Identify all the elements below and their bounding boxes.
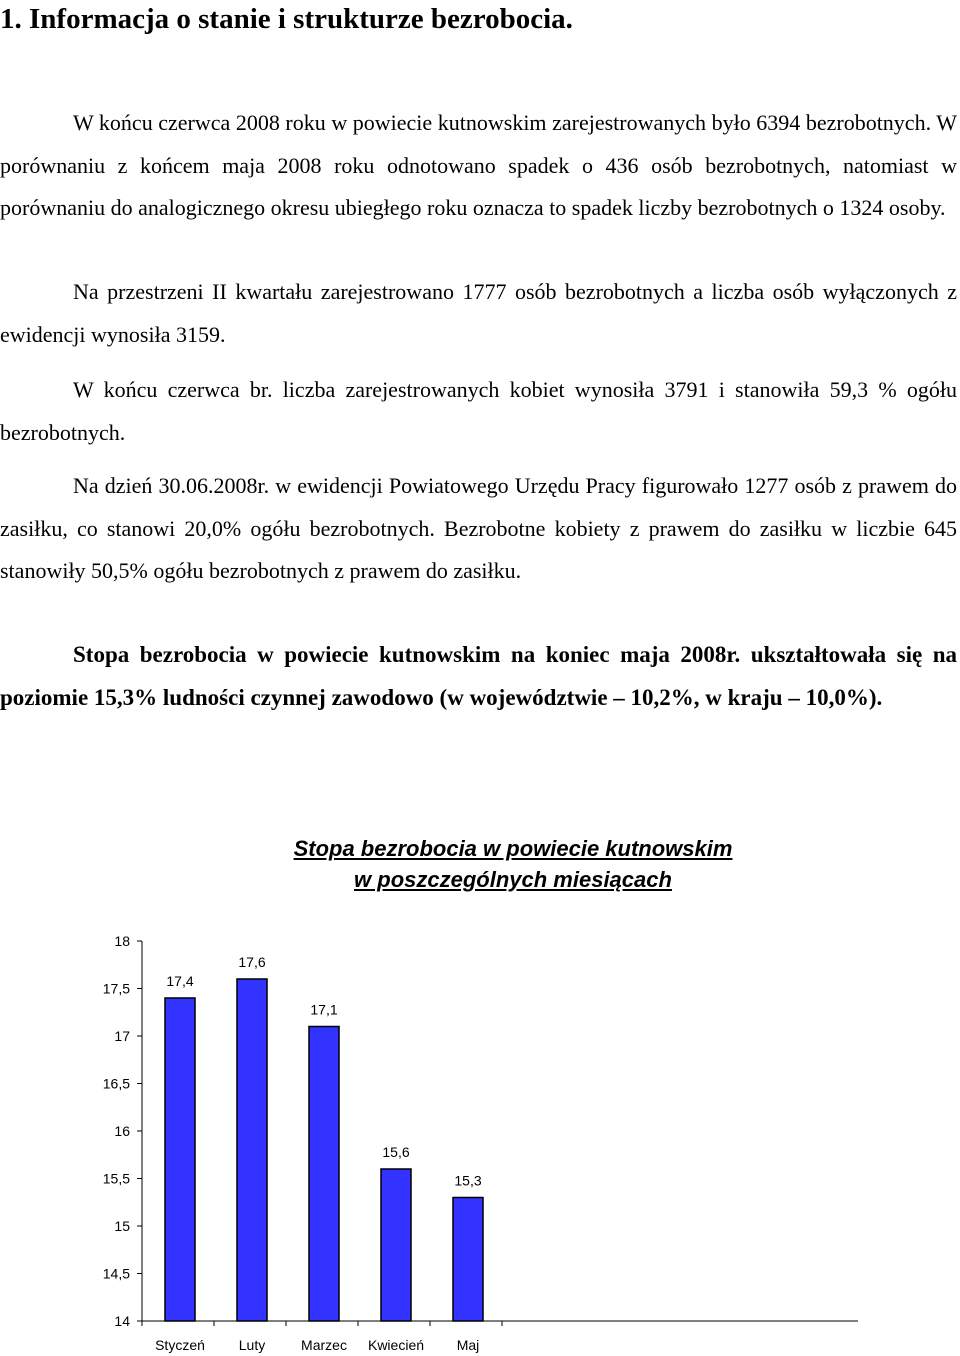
section-heading: 1. Informacja o stanie i strukturze bezrobocia. — [0, 3, 573, 35]
paragraph-unemployed-june: W końcu czerwca 2008 roku w powiecie kutnowskim zarejestrowanych było 6394 bezrobotnych. W porównaniu z końcem maja 2008 roku odnotowano spadek o 436 osób bezrobotnych, natomiast w porównaniu do analogicznego okresu ubiegłego roku oznacza to spadek liczby bezrobotnych o 1324 osoby. — [0, 110, 957, 220]
paragraph-unemployment-rate: Stopa bezrobocia w powiecie kutnowskim na koniec maja 2008r. ukształtowała się na poziomie 15,3% ludności czynnej zawodowo (w województwie – 10,2%, w kraju – 10,0%). — [0, 642, 957, 710]
paragraph-benefit: Na dzień 30.06.2008r. w ewidencji Powiatowego Urzędu Pracy figurowało 1277 osób z prawem do zasiłku, co stanowi 20,0% ogółu bezrobotnych. Bezrobotne kobiety z prawem do zasiłku w liczbie 645 stanowiły 50,5% ogółu bezrobotnych z prawem do zasiłku. — [0, 473, 957, 583]
data-label: 17,6 — [238, 954, 266, 970]
y-tick-label: 15,5 — [102, 1170, 130, 1187]
x-category-label: Marzec — [301, 1337, 347, 1353]
y-tick-label: 14 — [114, 1313, 130, 1329]
y-tick-label: 18 — [114, 933, 130, 949]
bar — [165, 998, 195, 1321]
data-label: 17,4 — [166, 973, 194, 989]
bar — [309, 1027, 339, 1322]
paragraph-women: W końcu czerwca br. liczba zarejestrowanych kobiet wynosiła 3791 i stanowiła 59,3 % ogółu bezrobotnych. — [0, 377, 957, 445]
data-label: 15,6 — [382, 1144, 410, 1160]
y-tick-label: 16,5 — [102, 1075, 130, 1092]
y-tick-label: 17 — [114, 1028, 130, 1044]
y-tick-label: 16 — [114, 1123, 130, 1139]
y-tick-label: 14,5 — [102, 1265, 130, 1282]
data-label: 17,1 — [310, 1001, 338, 1018]
y-tick-label: 17,5 — [102, 980, 130, 997]
chart-title — [200, 833, 826, 895]
chart-title-line-2: w poszczególnych miesiącach — [354, 867, 672, 892]
x-category-label: Luty — [238, 1337, 266, 1353]
bar — [381, 1169, 411, 1321]
paragraph-second-quarter: Na przestrzeni II kwartału zarejestrowano 1777 osób bezrobotnych a liczba osób wyłączonych z ewidencji wynosiła 3159. — [0, 279, 957, 347]
x-category-label: Kwiecień — [367, 1337, 425, 1353]
data-label: 15,3 — [454, 1172, 482, 1189]
bar — [453, 1198, 483, 1322]
chart-title-line-1: Stopa bezrobocia w powiecie kutnowskim — [293, 836, 733, 861]
unemployment-bar-chart — [0, 920, 960, 1356]
y-tick-label: 15 — [114, 1218, 130, 1234]
x-category-label: Maj — [456, 1337, 480, 1353]
x-category-label: Styczeń — [155, 1337, 205, 1353]
bar — [237, 979, 267, 1321]
